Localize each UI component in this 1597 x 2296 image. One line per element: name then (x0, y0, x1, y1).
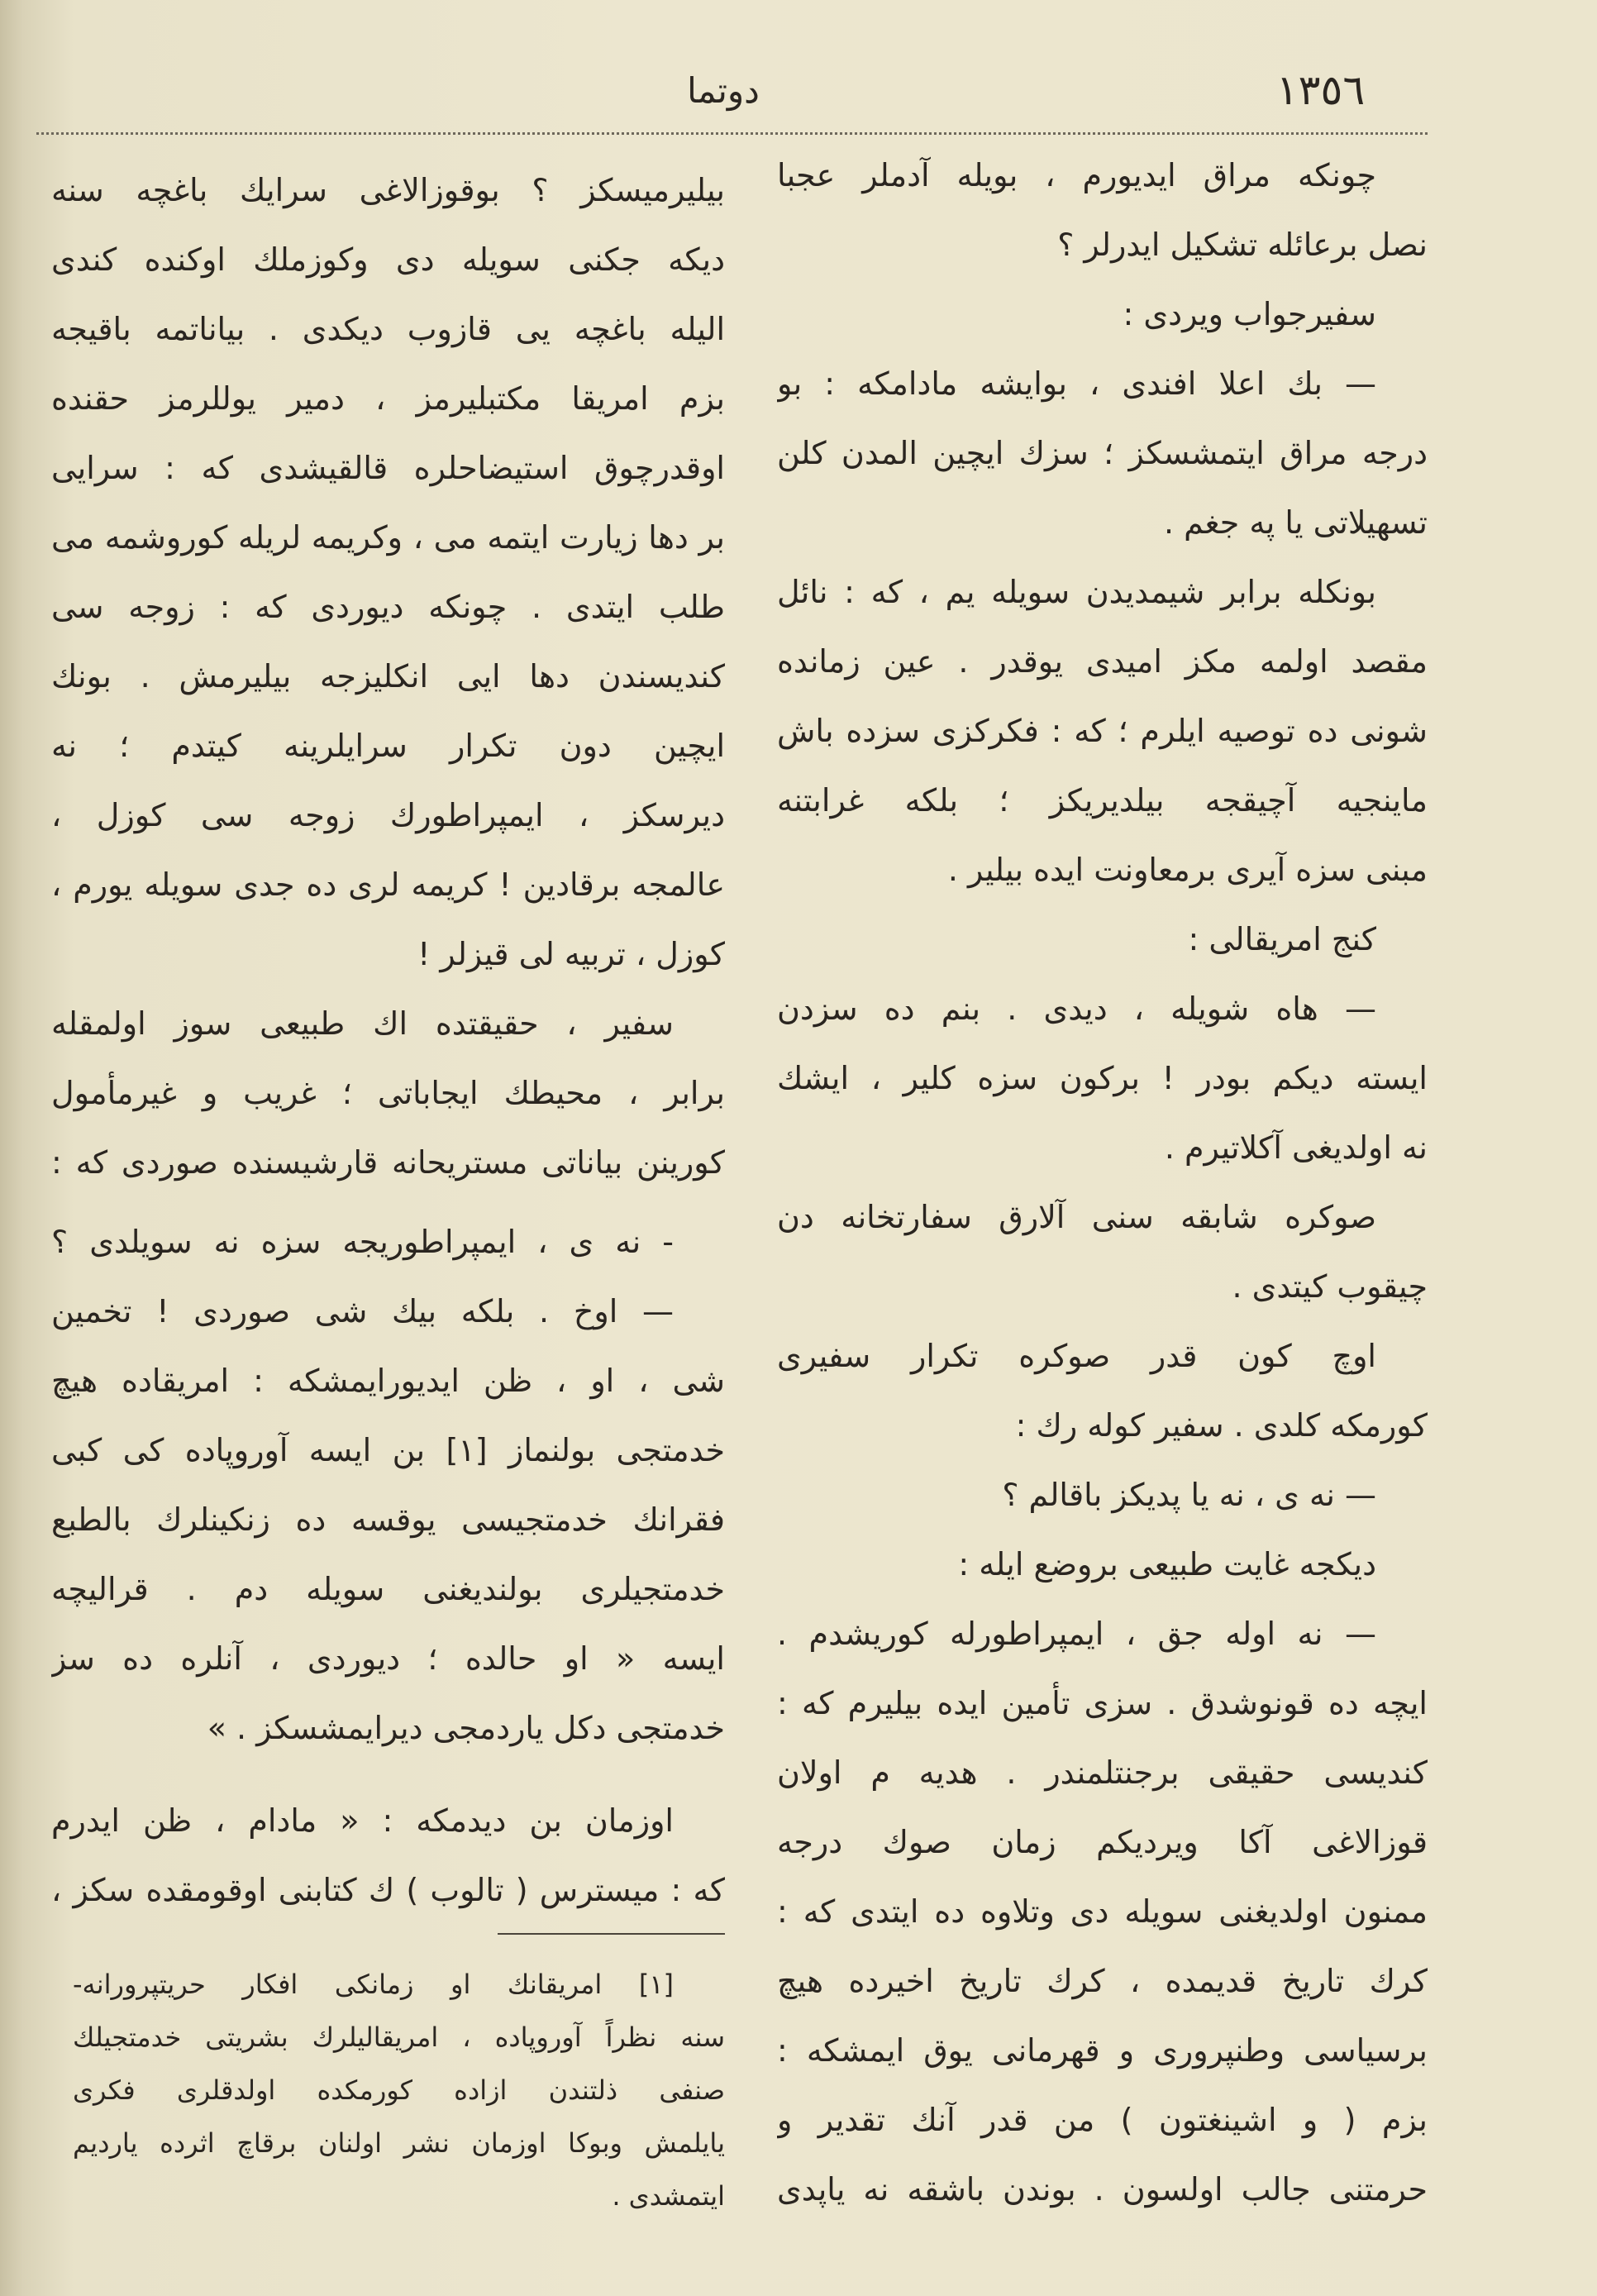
footnote-line: يايلمش وبوكا اوزمان نشر اولنان برقاچ اثرده يارديم (73, 2127, 725, 2159)
left-column-line: بيليرميسكز ؟ بوقوزالاغى سرايك باغچه سنه (51, 172, 725, 208)
right-column-line: بزم ( و اشينغتون ) من قدر آنك تقدير و (777, 2102, 1428, 2138)
right-column-line: ممنون اولديغنى سويله دى وتلاوه ده ايتدى كه : (777, 1893, 1428, 1930)
left-column-line: ايچين دون تكرار سرايلرينه كيتدم ؛ نه (51, 728, 725, 764)
left-column-line: خدمتجيلرى بولنديغنى سويله دم . قراليچه (51, 1571, 725, 1607)
footnote-separator (498, 1933, 725, 1935)
right-column-line: مبنى سزه آيرى برمعاونت ايده بيلير . (947, 852, 1428, 888)
right-column-line: — نه اوله جق ، ايمپراطورله كوريشدم . (777, 1616, 1376, 1652)
page-number: ١٣٥٦ (1275, 66, 1366, 114)
left-column-line: طلب ايتدى . چونكه ديوردى كه : زوجه سى (51, 589, 725, 625)
right-column-line: سفيرجواب ويردى : (1123, 296, 1376, 332)
right-column-line: ايچه ده قونوشدق . سزى تأمين ايده بيليرم كه : (777, 1685, 1428, 1721)
right-column-line: نه اولديغى آكلاتيرم . (1164, 1129, 1428, 1166)
left-column-line: بر دها زيارت ايتمه مى ، وكريمه لريله كوروشمه مى (51, 519, 725, 556)
left-column-line: سفير ، حقيقتده اك طبيعى سوز اولمقله (51, 1005, 674, 1042)
footnote (73, 1958, 725, 2222)
left-column-line: شى ، او ، ظن ايديورايمشكه : امريقاده هيچ (51, 1363, 725, 1399)
left-column-line: ديكه جكنى سويله دى وكوزملك اوكنده كندى (51, 241, 725, 278)
left-column-line: - نه ى ، ايمپراطوريجه سزه نه سويلدى ؟ (51, 1224, 674, 1260)
right-column-line: چونكه مراق ايديورم ، بويله آدملر عجبا (777, 157, 1376, 193)
left-column-line: كورينن بياناتى مستريحانه قارشيسنده صوردى كه : (51, 1144, 725, 1181)
left-column (51, 155, 725, 1925)
header-dotted-rule (36, 132, 1428, 135)
right-column-line: شونى ده توصيه ايلرم ؛ كه : فكركزى سزده باش (777, 713, 1428, 749)
right-column-line: كرك تاريخ قديمده ، كرك تاريخ اخيرده هيچ (777, 1963, 1428, 1999)
right-column-line: كنج امريقالى : (1188, 921, 1376, 957)
right-column-line: قوزالاغى آكا ويرديكم زمان صوك درجه (777, 1824, 1428, 1860)
left-column-line: اليله باغچه يى قازوب ديكدى . بياناتمه باقيجه (51, 311, 725, 347)
right-column-line: — هاه شويله ، ديدى . بنم ده سزدن (777, 990, 1376, 1027)
right-column-line: مقصد اولمه مكز اميدى يوقدر . عين زمانده (777, 643, 1428, 680)
right-column-line: ايسته ديكم بودر ! بركون سزه كلير ، ايشك (777, 1060, 1428, 1096)
right-column-line: — بك اعلا افندى ، بوايشه مادامكه : بو (777, 365, 1376, 402)
right-column-line: نصل برعائله تشكيل ايدرلر ؟ (1057, 227, 1428, 263)
left-column-line: بزم امريقا مكتبليرمز ، دمير يوللرمز حقنده (51, 380, 725, 417)
left-column-line: عالمجه برقادين ! كريمه لرى ده جدى سويله يورم ، (51, 866, 725, 903)
right-column-line: بونكله برابر شيمديدن سويله يم ، كه : نائل (777, 574, 1376, 610)
right-column (777, 141, 1428, 2224)
left-column-line: خدمتجى بولنماز [١] بن ايسه آوروپاده كى كبى (51, 1432, 725, 1468)
right-column-line: حرمتنى جالب اولسون . بوندن باشقه نه ياپدى (777, 2171, 1428, 2208)
left-column-line: كوزل ، تربيه لى قيزلر ! (417, 936, 725, 972)
left-column-line: ايسه « او حالده ؛ ديوردى ، آنلره ده سز (51, 1640, 725, 1677)
right-column-line: درجه مراق ايتمشسكز ؛ سزك ايچين المدن كلن (777, 435, 1428, 471)
left-column-line: كنديسندن دها ايى انكليزجه بيليرمش . بونك (51, 658, 725, 695)
footnote-line: صنفى ذلتندن ازاده كورمكده اولدقلرى فكرى (73, 2074, 725, 2106)
right-column-line: — نه ى ، نه يا پديكز باقالم ؟ (1002, 1477, 1376, 1513)
right-column-line: اوچ كون قدر صوكره تكرار سفيرى (777, 1338, 1376, 1374)
footnote-line: ايتمشدى . (612, 2180, 725, 2212)
left-column-line: اوقدرچوق استيضاحلره قالقيشدى كه : سرايى (51, 450, 725, 486)
right-column-line: ديكجه غايت طبيعى بروضع ايله : (958, 1546, 1376, 1582)
left-column-line: كه : ميسترس ( تالوب ) ك كتابنى اوقومقده سكز ، (51, 1872, 725, 1908)
right-column-line: تسهيلاتى يا په جغم . (1164, 504, 1428, 541)
right-column-line: چيقوب كيتدى . (1232, 1268, 1428, 1305)
right-column-line: كورمكه كلدى . سفير كوله رك : (1015, 1407, 1428, 1444)
right-column-line: ماينجيه آچيقجه بيلديريكز ؛ بلكه غرابتنه (777, 782, 1428, 819)
left-column-line: فقرانك خدمتجيسى يوقسه ده زنكينلرك بالطبع (51, 1501, 725, 1538)
left-column-line: — اوخ . بلكه بيك شى صوردى ! تخمين (51, 1293, 674, 1329)
left-column-line: ديرسكز ، ايمپراطورك زوجه سى كوزل ، (51, 797, 725, 833)
left-column-line: برابر ، محيطك ايجاباتى ؛ غريب و غيرمأمول (51, 1075, 725, 1111)
right-column-line: كنديسى حقيقى برجنتلمندر . هديه م اولان (777, 1754, 1428, 1791)
right-column-line: صوكره شابقه سنى آلارق سفارتخانه دن (777, 1199, 1376, 1235)
right-column-line: برسياسى وطنپرورى و قهرمانى يوق ايمشكه : (777, 2032, 1428, 2069)
footnote-line: سنه نظراً آوروپاده ، امريقاليلرك بشريتى خدمتجيلك (73, 2022, 725, 2053)
running-title: دوتما (687, 70, 760, 111)
footnote-line: [١] امريقانك او زمانكى افكار حريتپرورانه- (73, 1969, 674, 2000)
left-column-line: اوزمان بن ديدمكه : « مادام ، ظن ايدرم (51, 1802, 674, 1839)
left-column-line: خدمتجى دكل ياردمجى ديرايمشسكز . » (207, 1710, 725, 1746)
